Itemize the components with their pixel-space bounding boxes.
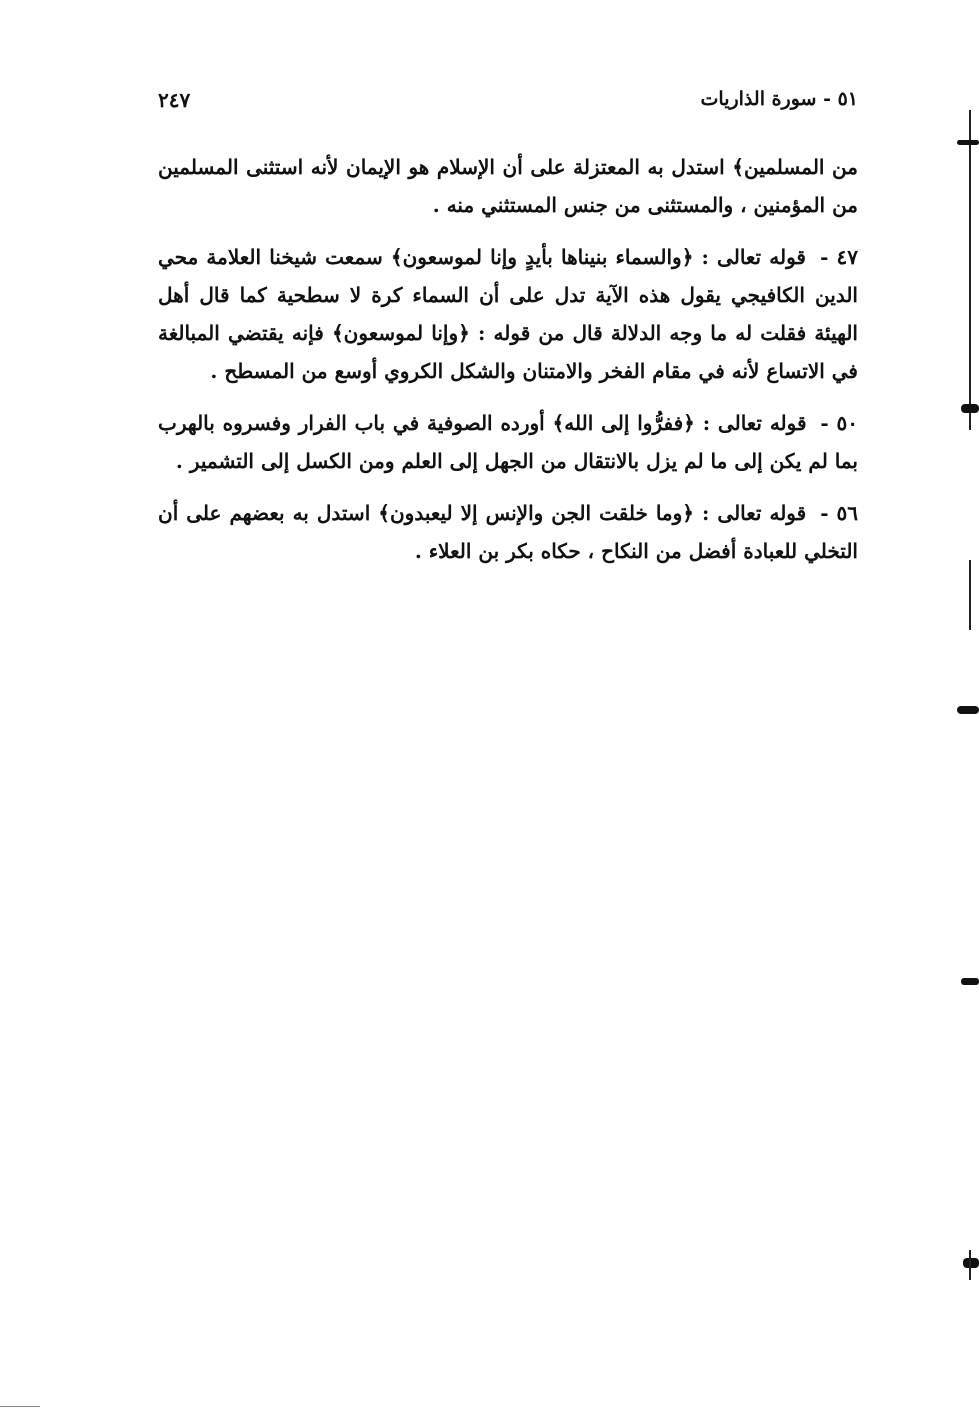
verse-number: ٥٠ - [820,411,859,435]
binding-mark [961,404,979,413]
binding-mark [963,1258,979,1268]
verse-number: ٥٦ - [820,501,859,525]
paragraph-text: من المسلمين﴾ استدل به المعتزلة على أن الإسلام هو الإيمان لأنه استثنى المسلمين من المؤمنين ، والمستثنى من جنس المستثني منه . [158,155,858,217]
verse-number: ٤٧ - [820,245,858,269]
running-title: ٥١ - سورة الذاريات [700,88,858,110]
paragraph-verse-50 [158,404,858,480]
binding-edge-line [969,1250,971,1280]
commentary-body [158,148,858,584]
binding-edge-line [969,110,971,430]
binding-edge-line [969,560,971,630]
page-number: ٢٤٧ [158,88,191,112]
paragraph-verse-56 [158,494,858,570]
page-header [158,88,858,122]
binding-mark [957,706,979,714]
scan-bottom-rule [0,1406,40,1407]
paragraph-text: قوله تعالى : ﴿والسماء بنيناها بأيدٍ وإنا لموسعون﴾ سمعت شيخنا العلامة محي الدين الكافيجي يقول هذه الآية تدل على أن السماء كرة لا سطحية كما قال أهل الهيئة فقلت له ما وجه الدلالة قال من قوله : ﴿وإنا لموسعون﴾ فإنه يقتضي المبالغة في الاتساع لأنه في مقام الفخر والامتنان والشكل الكروي أوسع من المسطح . [158,245,858,383]
paragraph-verse-47 [158,238,858,390]
binding-mark [957,140,979,145]
paragraph-continuation [158,148,858,224]
paragraph-text: قوله تعالى : ﴿ففرُّوا إلى الله﴾ أورده الصوفية في باب الفرار وفسروه بالهرب بما لم يكن إلى ما لم يزل بالانتقال من الجهل إلى العلم ومن الكسل إلى التشمير . [158,411,858,473]
binding-mark [961,978,979,985]
paragraph-text: قوله تعالى : ﴿وما خلقت الجن والإنس إلا ليعبدون﴾ استدل به بعضهم على أن التخلي للعبادة أفضل من النكاح ، حكاه بكر بن العلاء . [158,501,858,563]
